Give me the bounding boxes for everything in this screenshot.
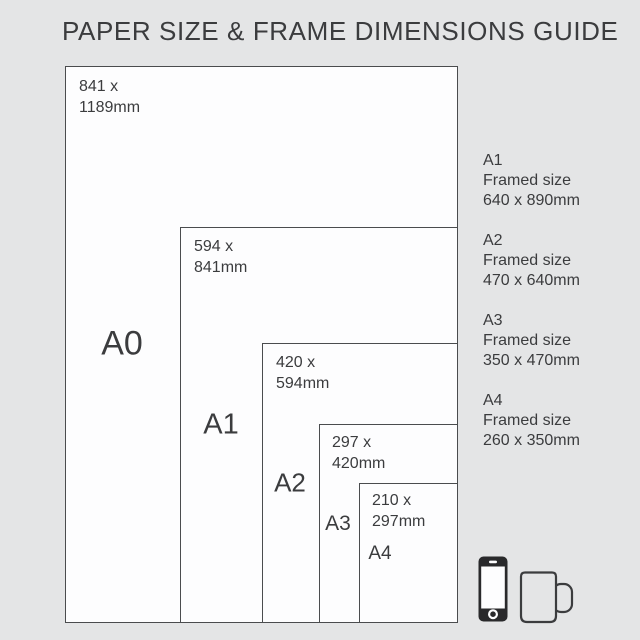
legend-label: Framed size — [483, 172, 572, 189]
paper-dimensions-a4 — [372, 490, 425, 532]
legend-label: Framed size — [483, 332, 572, 349]
dimension-line: 297mm — [372, 513, 426, 530]
paper-dimensions-a1 — [194, 236, 247, 278]
paper-dimensions-a0 — [79, 76, 140, 118]
dimension-line: 841mm — [194, 259, 248, 276]
legend-entry-a3 — [483, 311, 580, 371]
legend-frame-size: 260 x 350mm — [483, 432, 580, 449]
paper-dimensions-a2 — [276, 352, 329, 394]
dimension-line: 297 x — [332, 434, 372, 451]
dimension-line: 1189mm — [79, 99, 141, 116]
page-title: PAPER SIZE & FRAME DIMENSIONS GUIDE — [62, 16, 619, 46]
dimension-line: 594mm — [276, 375, 330, 392]
paper-label-a0: A0 — [101, 324, 143, 363]
dimension-line: 210 x — [372, 492, 412, 509]
legend-entry-a1 — [483, 151, 580, 211]
paper-label-a3: A3 — [325, 512, 351, 535]
mug-icon — [519, 570, 575, 629]
dimension-line: 420 x — [276, 354, 316, 371]
legend-label: Framed size — [483, 252, 572, 269]
legend-size-name: A4 — [483, 392, 503, 409]
legend-size-name: A1 — [483, 152, 503, 169]
legend-frame-size: 640 x 890mm — [483, 192, 580, 209]
dimension-line: 594 x — [194, 238, 234, 255]
paper-dimensions-a3 — [332, 432, 385, 474]
paper-label-a4: A4 — [368, 543, 392, 564]
legend-entry-a2 — [483, 231, 580, 291]
legend-label: Framed size — [483, 412, 572, 429]
legend-size-name: A2 — [483, 232, 503, 249]
legend-size-name: A3 — [483, 312, 503, 329]
legend-frame-size: 350 x 470mm — [483, 352, 580, 369]
legend-entry-a4 — [483, 391, 580, 451]
dimension-line: 841 x — [79, 78, 119, 95]
paper-label-a1: A1 — [203, 408, 239, 441]
dimension-line: 420mm — [332, 455, 386, 472]
legend-frame-size: 470 x 640mm — [483, 272, 580, 289]
smartphone-icon — [478, 556, 508, 627]
paper-label-a2: A2 — [274, 467, 306, 498]
